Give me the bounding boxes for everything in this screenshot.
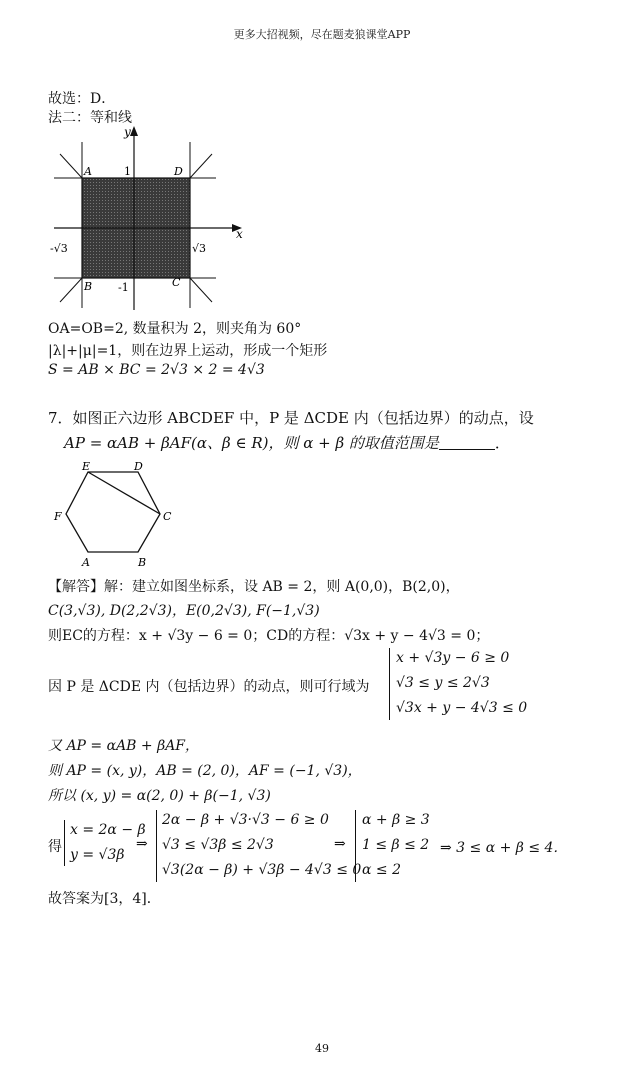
hex-a-label: A	[82, 556, 90, 569]
final-result: ⇒ 3 ≤ α + β ≤ 4．	[440, 840, 568, 856]
system1-row3: √3x + y − 4√3 ≤ 0	[396, 700, 528, 716]
hexagon-figure	[50, 460, 190, 572]
de-label: 得	[48, 839, 62, 855]
solution-line1: 【解答】解：建立如图坐标系，设 AB = 2，则 A(0,0)，B(2,0)，	[48, 579, 460, 595]
method-title: 法二：等和线	[48, 110, 132, 126]
problem-7-line2	[64, 432, 510, 453]
solution-line7: 所以 (x, y) = α(2, 0) + β(−1, √3)	[48, 788, 271, 804]
rectangle-figure	[44, 124, 254, 314]
point-c-label: C	[172, 276, 181, 289]
tick-left-label: -√3	[50, 242, 68, 255]
solution-line2: C(3,√3), D(2,2√3)，E(0,2√3), F(−1,√3)	[48, 603, 320, 619]
answer-blank	[439, 437, 495, 450]
system3-row3: √3(2α − β) + √3β − 4√3 ≤ 0	[162, 862, 362, 878]
problem-7-end: ．	[494, 434, 510, 452]
y-axis-label: y	[124, 125, 131, 139]
system4-row2: 1 ≤ β ≤ 2	[362, 837, 430, 853]
tick-top-label: 1	[124, 165, 131, 178]
solution-line4: 因 P 是 ΔCDE 内（包括边界）的动点，则可行域为	[48, 679, 370, 695]
line-area: S = AB × BC = 2√3 × 2 = 4√3	[48, 362, 265, 378]
brace-system1	[389, 648, 390, 720]
system2-row1: x = 2α − β	[70, 822, 146, 838]
answer-choice: 故选：D．	[48, 91, 116, 107]
solution-line3: 则EC的方程：x + √3y − 6 = 0；CD的方程：√3x + y − 4√3 = 0；	[48, 628, 490, 644]
system4-row3: α ≤ 2	[362, 862, 401, 878]
tick-right-label: √3	[192, 242, 207, 255]
page-header: 更多大招视频，尽在题麦狼课堂APP	[233, 28, 411, 41]
system4-row1: α + β ≥ 3	[362, 812, 430, 828]
solution-line5: 又 AP = αAB + βAF，	[48, 738, 200, 754]
system3-row2: √3 ≤ √3β ≤ 2√3	[162, 837, 274, 853]
line-lambda: |λ|+|μ|=1，则在边界上运动，形成一个矩形	[48, 343, 328, 359]
system1-row2: √3 ≤ y ≤ 2√3	[396, 675, 490, 691]
problem-7-formula: AP = αAB + βAF(α、β ∈ R)，则 α + β 的取值范围是	[64, 434, 439, 452]
problem-7-line1: 7．如图正六边形 ABCDEF 中，P 是 ΔCDE 内（包括边界）的动点，设	[48, 409, 534, 427]
point-d-label: D	[174, 165, 183, 178]
hex-c-label: C	[163, 510, 172, 523]
brace-system2	[64, 820, 65, 866]
hex-b-label: B	[138, 556, 147, 569]
system2-row2: y = √3β	[70, 847, 125, 863]
brace-system3	[156, 810, 157, 882]
system3-row1: 2α − β + √3·√3 − 6 ≥ 0	[162, 812, 329, 828]
point-b-label: B	[84, 280, 93, 293]
arrow-1: ⇒	[136, 836, 148, 852]
point-a-label: A	[84, 165, 92, 178]
line-oa: OA=OB=2, 数量积为 2，则夹角为 60°	[48, 321, 302, 337]
hex-e-label: E	[82, 460, 91, 473]
brace-system4	[355, 810, 356, 882]
x-axis-label: x	[236, 227, 243, 241]
final-answer: 故答案为[3，4]．	[48, 891, 161, 907]
hexagon-shape	[66, 472, 160, 552]
arrow-2: ⇒	[334, 836, 346, 852]
system1-row1: x + √3y − 6 ≥ 0	[396, 650, 510, 666]
hex-f-label: F	[54, 510, 62, 523]
solution-line6: 则 AP = (x, y)，AB = (2, 0)，AF = (−1, √3)，	[48, 763, 362, 779]
tick-bottom-label: -1	[118, 281, 129, 294]
page-number: 49	[315, 1042, 329, 1055]
hex-d-label: D	[134, 460, 143, 473]
